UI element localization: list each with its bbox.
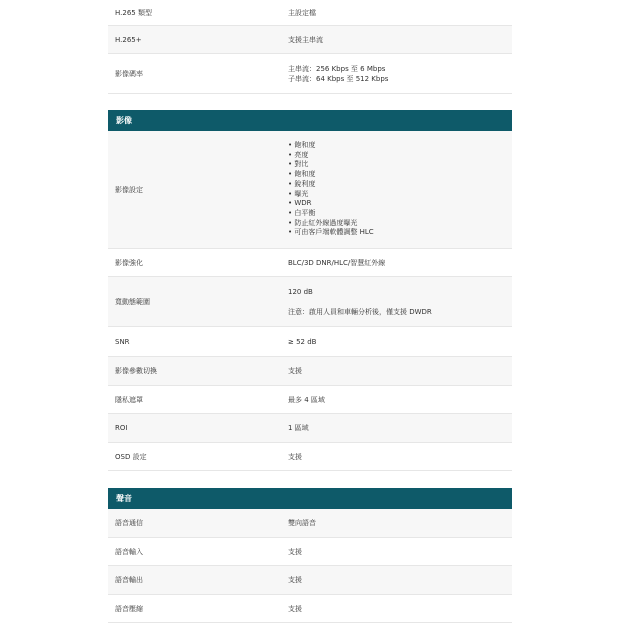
spec-label: OSD 設定 bbox=[115, 452, 147, 461]
spec-label: 語音輸出 bbox=[115, 576, 143, 584]
spec-row-image-settings bbox=[108, 131, 512, 249]
spec-value bbox=[288, 509, 508, 537]
spec-value-line: 雙向語音 bbox=[288, 519, 316, 527]
spec-label: H.265 類型 bbox=[115, 8, 152, 17]
spec-value-line: 支援 bbox=[288, 547, 302, 556]
spec-row-osd bbox=[108, 443, 512, 471]
spec-value bbox=[288, 327, 508, 356]
spec-value bbox=[288, 26, 508, 53]
spec-value bbox=[288, 277, 508, 326]
spec-value bbox=[288, 595, 508, 622]
section-header-image bbox=[108, 110, 512, 131]
spec-value-line: BLC/3D DNR/HLC/智慧紅外線 bbox=[288, 258, 386, 267]
section-spacer bbox=[108, 94, 512, 110]
section-spacer bbox=[108, 471, 512, 488]
spec-row-h265-type bbox=[108, 0, 512, 26]
spec-label: 語音通信 bbox=[115, 519, 143, 527]
section-title: 影像 bbox=[116, 116, 132, 125]
spec-value-line: 注意：啟用人員和車輛分析後，僅支援 DWDR bbox=[288, 307, 432, 316]
bullet-item: • WDR bbox=[288, 199, 312, 208]
bullet-item: • 白平衡 bbox=[288, 208, 316, 217]
spec-label: 影像設定 bbox=[115, 185, 143, 194]
spec-value-bullets bbox=[288, 131, 508, 248]
spec-label: 語音壓縮 bbox=[115, 604, 143, 613]
bullet-item: • 可由客戶端軟體調整 HLC bbox=[288, 228, 374, 237]
bullet-item: • 亮度 bbox=[288, 150, 309, 159]
spec-label: 影像參數切換 bbox=[115, 367, 157, 375]
spec-value-line: 主串流：256 Kbps 至 6 Mbps bbox=[288, 64, 386, 73]
spec-value-line: 支援 bbox=[288, 452, 302, 461]
spec-table bbox=[108, 0, 512, 623]
spec-row-snr bbox=[108, 327, 512, 357]
bullet-item: • 防止紅外線過度曝光 bbox=[288, 218, 358, 227]
spec-value-line: 支援主串流 bbox=[288, 35, 323, 44]
spec-value bbox=[288, 0, 508, 25]
spec-value-line: 支援 bbox=[288, 576, 302, 584]
spec-value-line: 支援 bbox=[288, 367, 302, 375]
spec-value bbox=[288, 414, 508, 442]
spec-row-privacy-mask bbox=[108, 386, 512, 414]
bullet-item: • 飽和度 bbox=[288, 140, 316, 149]
spec-value bbox=[288, 54, 508, 93]
spec-label: 隱私遮罩 bbox=[115, 395, 143, 404]
spec-label: H.265+ bbox=[115, 35, 142, 44]
spec-value-line: 支援 bbox=[288, 604, 302, 613]
spec-label: 寬動態範圍 bbox=[115, 297, 150, 306]
section-title: 聲音 bbox=[116, 494, 132, 503]
spec-label: 影像碼率 bbox=[115, 69, 143, 78]
spec-label: 影像強化 bbox=[115, 258, 143, 267]
spec-row-video-bitrate bbox=[108, 54, 512, 94]
spec-row-wdr bbox=[108, 277, 512, 327]
spec-value-line: ≥ 52 dB bbox=[288, 337, 317, 346]
spec-label: 語音輸入 bbox=[115, 547, 143, 556]
spec-value bbox=[288, 386, 508, 413]
spec-row-audio-output bbox=[108, 566, 512, 595]
spec-row-two-way-audio bbox=[108, 509, 512, 538]
spec-value bbox=[288, 538, 508, 565]
spec-row-image-param-switch bbox=[108, 357, 512, 386]
spec-label: ROI bbox=[115, 424, 128, 432]
spec-value-line: 1 區域 bbox=[288, 424, 309, 432]
spec-value bbox=[288, 357, 508, 385]
spec-row-audio-input bbox=[108, 538, 512, 566]
spec-value-line: 主設定檔 bbox=[288, 8, 316, 17]
spec-value-line: 120 dB bbox=[288, 287, 313, 296]
bullet-item: • 飽和度 bbox=[288, 170, 316, 179]
spec-row-roi bbox=[108, 414, 512, 443]
spec-value-line: 子串流：64 Kbps 至 512 Kbps bbox=[288, 74, 389, 83]
bullet-item: • 銳利度 bbox=[288, 179, 316, 188]
spec-value-line: 最多 4 區域 bbox=[288, 395, 325, 404]
section-header-audio bbox=[108, 488, 512, 509]
spec-value bbox=[288, 249, 508, 276]
bullet-item: • 對比 bbox=[288, 160, 309, 169]
spec-label: SNR bbox=[115, 337, 130, 346]
spec-value bbox=[288, 566, 508, 594]
spec-row-audio-compression bbox=[108, 595, 512, 623]
spec-value bbox=[288, 443, 508, 470]
spec-row-image-enhancement bbox=[108, 249, 512, 277]
bullet-item: • 曝光 bbox=[288, 189, 309, 198]
spec-row-h265-plus bbox=[108, 26, 512, 54]
